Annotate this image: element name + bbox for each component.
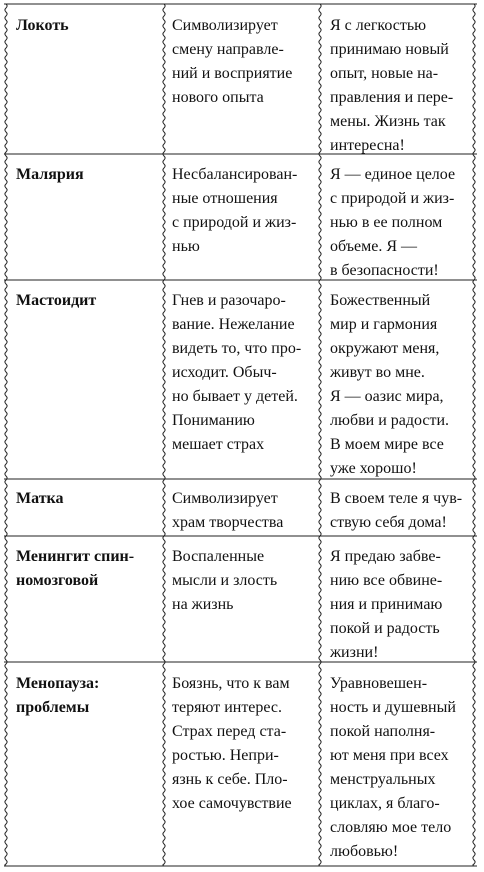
cause-cell: Символизирует смену направле- ний и восприятие нового опыта — [172, 17, 293, 106]
problem-cell: Матка — [16, 490, 64, 507]
affirmation-cell: Я с легкостью принимаю новый опыт, новые на- правления и пере- мены. Жизнь так интересна! — [330, 17, 454, 154]
problem-cell: Менопауза: проблемы — [16, 675, 100, 716]
problem-cell: Малярия — [16, 166, 84, 183]
problem-cell: Мастоидит — [16, 292, 97, 309]
vertical-border — [5, 4, 7, 866]
vertical-border — [163, 4, 165, 866]
affirmation-cell: Я предаю забве- нию все обвине- ния и принимаю покой и радость жизни! — [330, 548, 443, 661]
problem-cell: Локоть — [16, 17, 69, 34]
cause-cell: Символизирует храм творчества — [172, 490, 284, 531]
vertical-border — [319, 4, 321, 866]
cause-cell: Гнев и разочаро- вание. Нежелание видеть то, что про- исходит. Обыч- но бывает у детей. Пониманию мешает страх — [172, 292, 302, 453]
affirmation-cell: Божественный мир и гармония окружают меня, живут во мне. Я — оазис мира, любви и радости. В моем мире все уже хорошо! — [330, 292, 450, 477]
affirmation-cell: Уравновешен- ность и душевный покой наполня- ют меня при всех менструальных циклах, я благо- словляю мое тело любовью! — [330, 675, 456, 860]
cause-cell: Несбалансирован- ные отношения с природой и жиз- нью — [172, 166, 298, 255]
affirmation-cell: Я — единое целое с природой и жиз- нью в ее полном объеме. Я — в безопасности! — [330, 166, 456, 279]
affirmation-cell: В своем теле я чув- ствую себя дома! — [330, 490, 463, 531]
problem-cell: Менингит спин- номозговой — [16, 548, 135, 589]
cause-cell: Воспаленные мысли и злость на жизнь — [172, 548, 278, 613]
cause-cell: Боязнь, что к вам теряют интерес. Страх перед ста- ростью. Непри- язнь к себе. Пло- хое самочувствие — [172, 675, 292, 812]
